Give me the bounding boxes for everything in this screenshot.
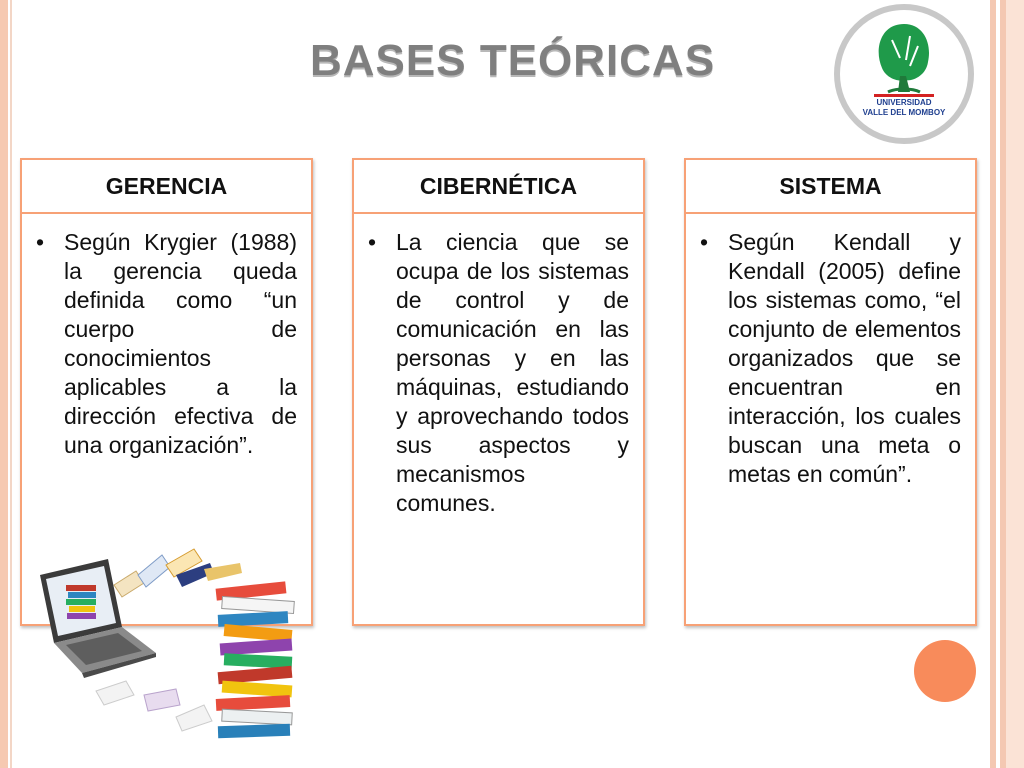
bullet-icon: • <box>700 229 709 255</box>
bullet-text: Según Kendall y Kendall (2005) define los sistemas como, “el conjunto de elementos organizados que se encuentran en interacción, los cuales buscan una meta o metas en común”. <box>728 229 961 487</box>
slide-title: BASES TEÓRICAS <box>310 36 716 85</box>
scattered-pages <box>96 681 212 731</box>
card-cibernetica <box>352 158 645 626</box>
bullet-item <box>700 228 961 489</box>
decorative-orange-circle <box>914 640 976 702</box>
right-decorative-stripes <box>984 0 1024 768</box>
card-body <box>354 214 643 518</box>
bullet-text: La ciencia que se ocupa de los sistemas de control y de comunicación en las personas y en las máquinas, estudiando y aprovechando todos sus aspectos y mecanismos comunes. <box>396 229 629 516</box>
logo-text-line1: UNIVERSIDAD <box>876 98 932 107</box>
left-decorative-line <box>10 0 12 768</box>
tree-icon <box>840 10 968 138</box>
card-heading: CIBERNÉTICA <box>354 160 643 214</box>
book-stack-icon <box>216 581 295 738</box>
bullet-item <box>36 228 297 460</box>
card-heading: GERENCIA <box>22 160 311 214</box>
card-body <box>22 214 311 460</box>
bullet-item <box>368 228 629 518</box>
card-body <box>686 214 975 489</box>
bullet-icon: • <box>368 229 377 255</box>
university-logo <box>834 4 974 144</box>
logo-text-line2: VALLE DEL MOMBOY <box>862 108 946 117</box>
card-heading: SISTEMA <box>686 160 975 214</box>
laptop-with-books-illustration <box>26 545 316 745</box>
left-decorative-stripe <box>0 0 8 768</box>
bullet-icon: • <box>36 229 45 255</box>
bullet-text: Según Krygier (1988) la gerencia queda definida como “un cuerpo de conocimientos aplicables a la dirección efectiva de una organización”. <box>64 229 297 458</box>
card-sistema <box>684 158 977 626</box>
